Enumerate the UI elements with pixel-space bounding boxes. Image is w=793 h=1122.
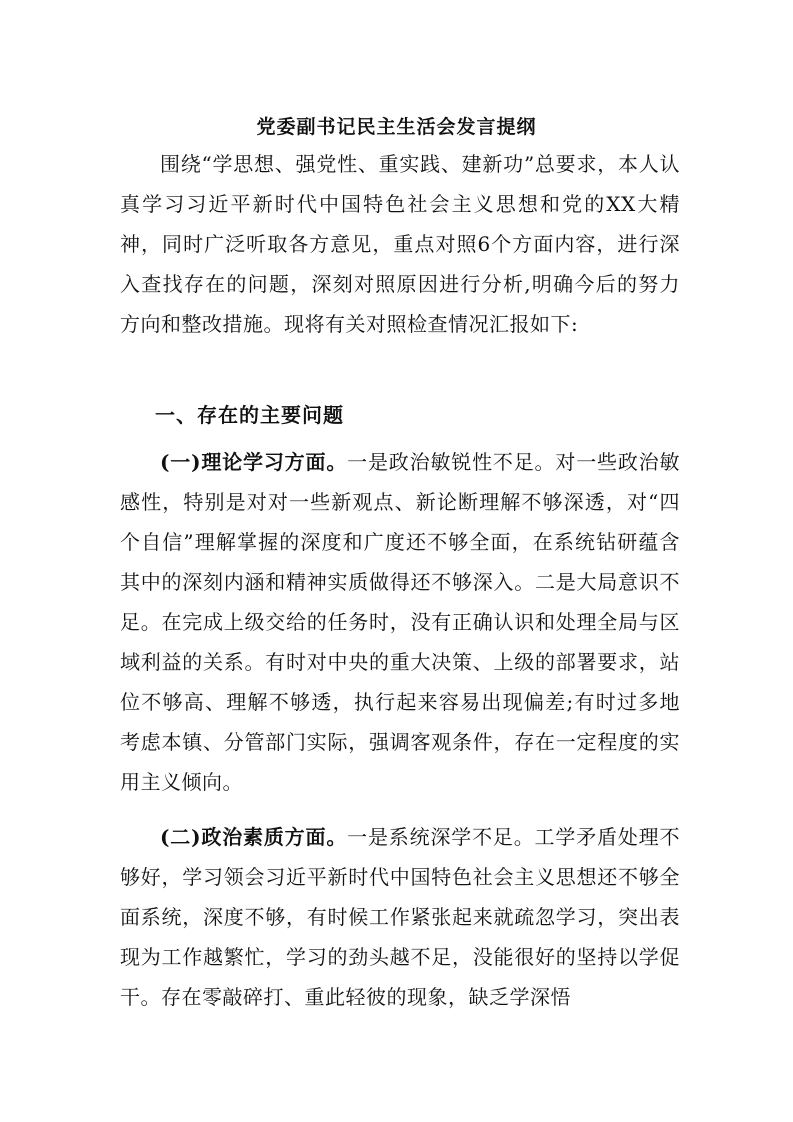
page-title: 党委副书记民主生活会发言提纲 bbox=[256, 115, 537, 138]
paragraph-lead: (二)政治素质方面。 bbox=[160, 825, 348, 849]
paragraph-lead: (一)理论学习方面。 bbox=[160, 450, 348, 474]
paragraph-political-quality bbox=[120, 817, 680, 1017]
section-heading: 一、存在的主要问题 bbox=[155, 403, 344, 427]
intro-paragraph: 围绕“学思想、强党性、重实践、建新功”总要求，本人认真学习习近平新时代中国特色社会主义思想和党的XX大精神，同时广泛听取各方意见，重点对照6个方面内容，进行深入查找存在的问题，深刻对照原因进行分析,明确今后的努力方向和整改措施。现将有关对照检查情况汇报如下: bbox=[120, 152, 680, 336]
paragraph-theory-study bbox=[120, 442, 680, 802]
paragraph-body: 一是系统深学不足。工学矛盾处理不够好，学习领会习近平新时代中国特色社会主义思想还不够全面系统，深度不够，有时候工作紧张起来就疏忽学习，突出表现为工作越繁忙，学习的劲头越不足，没能很好的坚持以学促干。存在零敲碎打、重此轻彼的现象，缺乏学深悟 bbox=[120, 825, 680, 1009]
paragraph-body: 一是政治敏锐性不足。对一些政治敏感性，特别是对对一些新观点、新论断理解不够深透，对“四个自信”理解掌握的深度和广度还不够全面，在系统钻研蕴含其中的深刻内涵和精神实质做得还不够深入。二是大局意识不足。在完成上级交给的任务时，没有正确认识和处理全局与区域利益的关系。有时对中央的重大决策、上级的部署要求，站位不够高、理解不够透，执行起来容易出现偏差;有时过多地考虑本镇、分管部门实际，强调客观条件，存在一定程度的实用主义倾向。 bbox=[120, 450, 680, 794]
